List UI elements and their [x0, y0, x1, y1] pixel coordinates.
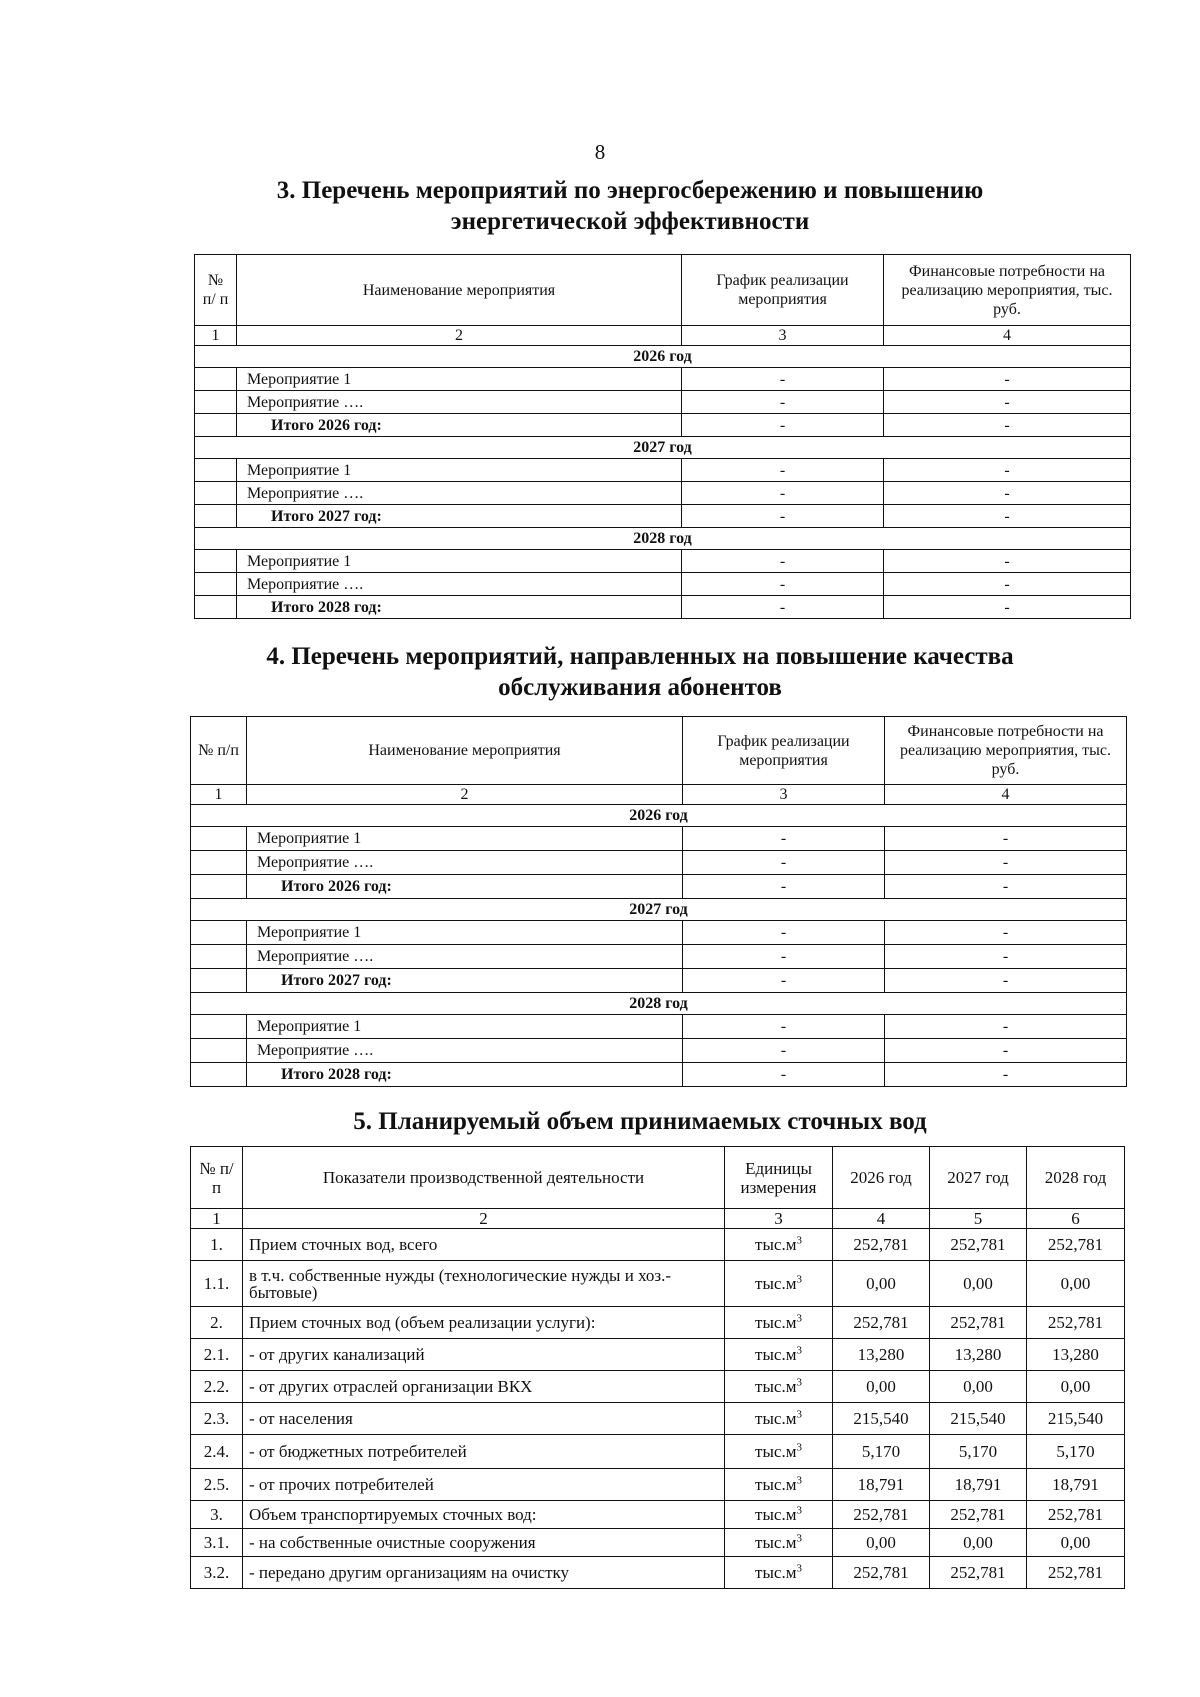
total-label: Итого 2027 год:: [237, 505, 682, 528]
finance-cell: -: [884, 550, 1131, 573]
header-finance: Финансовые потребности на реализацию мероприятия, тыс. руб.: [884, 255, 1131, 326]
schedule-cell: -: [682, 391, 884, 414]
year-row: 2026 год: [195, 346, 1131, 368]
activity-name: Мероприятие ….: [247, 1039, 683, 1063]
index-cell: 6: [1027, 1209, 1125, 1229]
indicator-name: в т.ч. собственные нужды (технологические нужды и хоз.-бытовые): [243, 1261, 725, 1307]
index-cell: 2: [243, 1209, 725, 1229]
unit-text: тыс.м: [755, 1235, 797, 1254]
section5-title: [180, 1106, 1100, 1137]
schedule-cell: -: [682, 482, 884, 505]
header-num: № п/п: [191, 717, 247, 785]
activity-name: Мероприятие 1: [247, 921, 683, 945]
num-cell: [195, 596, 237, 619]
unit-exponent: 3: [796, 1312, 802, 1325]
unit-exponent: 3: [796, 1273, 802, 1286]
schedule-cell: -: [682, 573, 884, 596]
total-label: Итого 2028 год:: [247, 1063, 683, 1087]
value-2026: 252,781: [833, 1307, 930, 1339]
finance-cell: -: [884, 391, 1131, 414]
value-2028: 215,540: [1027, 1403, 1125, 1435]
value-2027: 252,781: [930, 1501, 1027, 1529]
index-cell: 1: [191, 785, 247, 805]
index-cell: 3: [725, 1209, 833, 1229]
unit-text: тыс.м: [755, 1377, 797, 1396]
total-label: Итого 2026 год:: [237, 414, 682, 437]
value-2028: 13,280: [1027, 1339, 1125, 1371]
section4-title-line2: обслуживания абонентов: [498, 674, 782, 701]
finance-cell: -: [884, 573, 1131, 596]
num-cell: [191, 827, 247, 851]
row-num: 3.1.: [191, 1529, 243, 1557]
value-2027: 5,170: [930, 1435, 1027, 1469]
num-cell: [195, 482, 237, 505]
value-2027: 18,791: [930, 1469, 1027, 1501]
header-num: № п/п: [191, 1147, 243, 1209]
schedule-cell: -: [683, 945, 885, 969]
finance-cell: -: [885, 969, 1127, 993]
num-cell: [191, 851, 247, 875]
header-finance: Финансовые потребности на реализацию мероприятия, тыс. руб.: [885, 717, 1127, 785]
schedule-cell: -: [682, 459, 884, 482]
indicator-name: Прием сточных вод (объем реализации услуги):: [243, 1307, 725, 1339]
finance-cell: -: [884, 596, 1131, 619]
value-2028: 252,781: [1027, 1501, 1125, 1529]
indicator-name: Объем транспортируемых сточных вод:: [243, 1501, 725, 1529]
row-num: 2.5.: [191, 1469, 243, 1501]
unit-text: тыс.м: [755, 1505, 797, 1524]
schedule-cell: -: [682, 368, 884, 391]
value-2026: 252,781: [833, 1229, 930, 1261]
num-cell: [191, 921, 247, 945]
finance-cell: -: [885, 921, 1127, 945]
schedule-cell: -: [683, 827, 885, 851]
index-cell: 5: [930, 1209, 1027, 1229]
value-2026: 0,00: [833, 1261, 930, 1307]
activity-name: Мероприятие 1: [237, 459, 682, 482]
indicator-name: - от прочих потребителей: [243, 1469, 725, 1501]
value-2028: 0,00: [1027, 1261, 1125, 1307]
row-num: 2.3.: [191, 1403, 243, 1435]
value-2028: 5,170: [1027, 1435, 1125, 1469]
index-cell: 1: [191, 1209, 243, 1229]
unit-exponent: 3: [796, 1408, 802, 1421]
section4-table: [190, 716, 1127, 1087]
value-2028: 252,781: [1027, 1557, 1125, 1589]
num-cell: [195, 573, 237, 596]
finance-cell: -: [884, 505, 1131, 528]
schedule-cell: -: [682, 596, 884, 619]
unit-exponent: 3: [796, 1344, 802, 1357]
value-2027: 252,781: [930, 1307, 1027, 1339]
schedule-cell: -: [682, 505, 884, 528]
value-2026: 252,781: [833, 1501, 930, 1529]
finance-cell: -: [884, 414, 1131, 437]
activity-name: Мероприятие ….: [237, 391, 682, 414]
unit-cell: [725, 1469, 833, 1501]
activity-name: Мероприятие ….: [237, 482, 682, 505]
num-cell: [195, 368, 237, 391]
num-cell: [195, 505, 237, 528]
index-cell: 4: [885, 785, 1127, 805]
year-row: 2028 год: [191, 993, 1127, 1015]
year-row: 2027 год: [191, 899, 1127, 921]
unit-text: тыс.м: [755, 1274, 797, 1293]
unit-cell: [725, 1371, 833, 1403]
index-cell: 3: [682, 326, 884, 346]
unit-cell: [725, 1229, 833, 1261]
schedule-cell: -: [683, 1063, 885, 1087]
value-2027: 252,781: [930, 1557, 1027, 1589]
value-2027: 0,00: [930, 1529, 1027, 1557]
value-2026: 5,170: [833, 1435, 930, 1469]
num-cell: [191, 1015, 247, 1039]
finance-cell: -: [884, 482, 1131, 505]
total-label: Итого 2028 год:: [237, 596, 682, 619]
index-cell: 1: [195, 326, 237, 346]
finance-cell: -: [885, 1015, 1127, 1039]
value-2026: 215,540: [833, 1403, 930, 1435]
value-2026: 0,00: [833, 1529, 930, 1557]
activity-name: Мероприятие 1: [247, 1015, 683, 1039]
header-year-2027: 2027 год: [930, 1147, 1027, 1209]
num-cell: [195, 550, 237, 573]
index-cell: 4: [884, 326, 1131, 346]
schedule-cell: -: [682, 550, 884, 573]
num-cell: [195, 414, 237, 437]
indicator-name: - от других отраслей организации ВКХ: [243, 1371, 725, 1403]
activity-name: Мероприятие ….: [247, 945, 683, 969]
unit-cell: [725, 1529, 833, 1557]
index-cell: 2: [247, 785, 683, 805]
num-cell: [195, 459, 237, 482]
value-2028: 18,791: [1027, 1469, 1125, 1501]
section3-table: [194, 254, 1131, 619]
schedule-cell: -: [683, 969, 885, 993]
finance-cell: -: [885, 827, 1127, 851]
finance-cell: -: [885, 1039, 1127, 1063]
value-2027: 0,00: [930, 1371, 1027, 1403]
section4-title: [180, 641, 1100, 703]
value-2027: 13,280: [930, 1339, 1027, 1371]
num-cell: [191, 1039, 247, 1063]
indicator-name: Прием сточных вод, всего: [243, 1229, 725, 1261]
unit-exponent: 3: [796, 1441, 802, 1454]
unit-exponent: 3: [796, 1562, 802, 1575]
indicator-name: - на собственные очистные сооружения: [243, 1529, 725, 1557]
finance-cell: -: [885, 875, 1127, 899]
num-cell: [191, 945, 247, 969]
section5-title-line1: 5. Планируемый объем принимаемых сточных вод: [353, 1108, 927, 1135]
unit-text: тыс.м: [755, 1409, 797, 1428]
finance-cell: -: [884, 368, 1131, 391]
num-cell: [195, 391, 237, 414]
activity-name: Мероприятие ….: [237, 573, 682, 596]
num-cell: [191, 1063, 247, 1087]
activity-name: Мероприятие ….: [247, 851, 683, 875]
year-row: 2026 год: [191, 805, 1127, 827]
unit-exponent: 3: [796, 1532, 802, 1545]
index-cell: 3: [683, 785, 885, 805]
value-2027: 0,00: [930, 1261, 1027, 1307]
schedule-cell: -: [683, 875, 885, 899]
row-num: 1.: [191, 1229, 243, 1261]
unit-text: тыс.м: [755, 1475, 797, 1494]
total-label: Итого 2027 год:: [247, 969, 683, 993]
header-unit: Единицы измерения: [725, 1147, 833, 1209]
schedule-cell: -: [683, 1039, 885, 1063]
finance-cell: -: [884, 459, 1131, 482]
section4-title-line1: 4. Перечень мероприятий, направленных на повышение качества: [266, 643, 1014, 670]
value-2027: 252,781: [930, 1229, 1027, 1261]
unit-text: тыс.м: [755, 1533, 797, 1552]
value-2026: 0,00: [833, 1371, 930, 1403]
num-cell: [191, 969, 247, 993]
unit-cell: [725, 1339, 833, 1371]
header-name: Наименование мероприятия: [247, 717, 683, 785]
header-year-2028: 2028 год: [1027, 1147, 1125, 1209]
row-num: 1.1.: [191, 1261, 243, 1307]
header-num: № п/ п: [195, 255, 237, 326]
value-2028: 0,00: [1027, 1371, 1125, 1403]
unit-text: тыс.м: [755, 1345, 797, 1364]
activity-name: Мероприятие 1: [237, 368, 682, 391]
section3-title: [180, 175, 1080, 237]
unit-text: тыс.м: [755, 1563, 797, 1582]
finance-cell: -: [885, 1063, 1127, 1087]
indicator-name: - от бюджетных потребителей: [243, 1435, 725, 1469]
schedule-cell: -: [683, 851, 885, 875]
unit-exponent: 3: [796, 1474, 802, 1487]
value-2028: 0,00: [1027, 1529, 1125, 1557]
num-cell: [191, 875, 247, 899]
finance-cell: -: [885, 851, 1127, 875]
page-number: 8: [594, 140, 606, 164]
section5-table: [190, 1146, 1125, 1589]
value-2026: 252,781: [833, 1557, 930, 1589]
header-indicator: Показатели производственной деятельности: [243, 1147, 725, 1209]
year-row: 2028 год: [195, 528, 1131, 550]
unit-exponent: 3: [796, 1504, 802, 1517]
header-schedule: График реализации мероприятия: [683, 717, 885, 785]
indicator-name: - передано другим организациям на очистку: [243, 1557, 725, 1589]
value-2026: 18,791: [833, 1469, 930, 1501]
unit-text: тыс.м: [755, 1442, 797, 1461]
indicator-name: - от населения: [243, 1403, 725, 1435]
row-num: 2.4.: [191, 1435, 243, 1469]
value-2028: 252,781: [1027, 1307, 1125, 1339]
row-num: 2.: [191, 1307, 243, 1339]
header-schedule: График реализации мероприятия: [682, 255, 884, 326]
unit-cell: [725, 1501, 833, 1529]
value-2027: 215,540: [930, 1403, 1027, 1435]
unit-cell: [725, 1261, 833, 1307]
unit-text: тыс.м: [755, 1313, 797, 1332]
unit-exponent: 3: [796, 1234, 802, 1247]
activity-name: Мероприятие 1: [247, 827, 683, 851]
unit-cell: [725, 1435, 833, 1469]
year-row: 2027 год: [195, 437, 1131, 459]
row-num: 2.2.: [191, 1371, 243, 1403]
schedule-cell: -: [683, 1015, 885, 1039]
section3-title-line1: 3. Перечень мероприятий по энергосбережению и повышению: [276, 177, 984, 204]
value-2026: 13,280: [833, 1339, 930, 1371]
header-name: Наименование мероприятия: [237, 255, 682, 326]
unit-cell: [725, 1557, 833, 1589]
row-num: 2.1.: [191, 1339, 243, 1371]
activity-name: Мероприятие 1: [237, 550, 682, 573]
index-cell: 4: [833, 1209, 930, 1229]
unit-cell: [725, 1307, 833, 1339]
index-cell: 2: [237, 326, 682, 346]
value-2028: 252,781: [1027, 1229, 1125, 1261]
indicator-name: - от других канализаций: [243, 1339, 725, 1371]
header-year-2026: 2026 год: [833, 1147, 930, 1209]
total-label: Итого 2026 год:: [247, 875, 683, 899]
row-num: 3.2.: [191, 1557, 243, 1589]
schedule-cell: -: [682, 414, 884, 437]
unit-exponent: 3: [796, 1376, 802, 1389]
unit-cell: [725, 1403, 833, 1435]
schedule-cell: -: [683, 921, 885, 945]
row-num: 3.: [191, 1501, 243, 1529]
finance-cell: -: [885, 945, 1127, 969]
section3-title-line2: энергетической эффективности: [450, 208, 810, 235]
